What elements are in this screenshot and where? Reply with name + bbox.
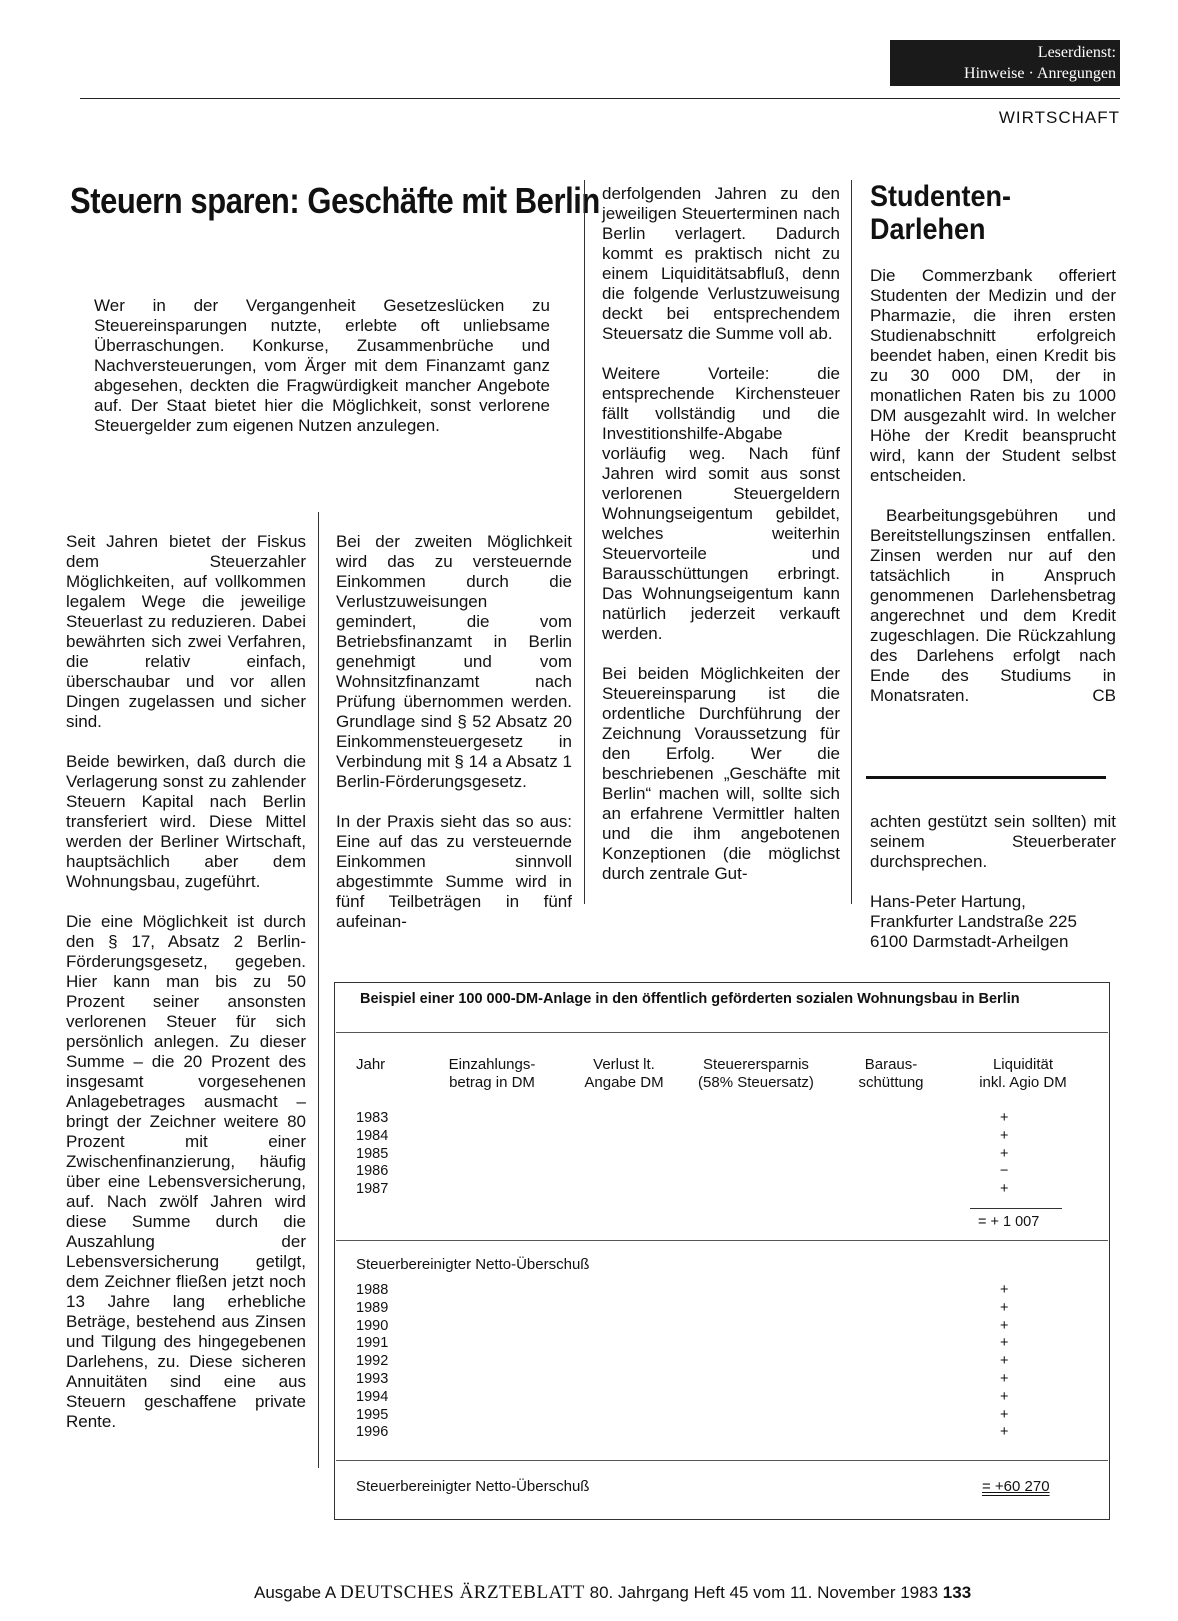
sidebar-paragraph-text: Bearbeitungsgebühren und Bereitstellungszinsen entfallen. Zinsen werden nur auf den tatsächlich in Anspruch genommenen Darlehensbetrag angerechnet und dem Kredit zugeschlagen. Die Rückzahlung des Darlehens erfolgt nach Ende des Studiums in Monatsraten.: [870, 506, 1116, 705]
table-cell: 1984: [356, 1127, 389, 1144]
table-cell: +: [1000, 1388, 1009, 1405]
table-cell: +: [1000, 1181, 1009, 1198]
paragraph: Bei beiden Möglichkeiten der Steuereinsparung ist die ordentliche Durchführung der Zeichnung Voraussetzung für den Erfolg. Wer die beschriebenen „Geschäfte mit Berlin“ machen will, sollte sich an erfahrene Vermittler halten und die ihm angebotenen Konzeptionen (die möglichst durch zentrale Gut-: [602, 664, 840, 883]
table-header-einzahlung: [432, 1056, 552, 1092]
table-cell: 1989: [356, 1299, 389, 1316]
table-section-label: Steuerbereinigter Netto-Überschuß: [356, 1256, 590, 1273]
table-cell: 1995: [356, 1406, 389, 1423]
column-divider-3: [851, 180, 852, 904]
header-line: inkl. Agio DM: [979, 1074, 1067, 1091]
table-total-separator: [336, 1460, 1108, 1461]
header-line: schüttung: [858, 1074, 924, 1091]
paragraph: Seit Jahren bietet der Fiskus dem Steuerzahler Möglichkeiten, auf vollkommen legalem Wege die jeweilige Steuerlast zu reduzieren. Dabei bewährten sich zwei Verfahren, die relativ einfach, überschaubar und vor allen Dingen zugelassen und sicher sind.: [66, 532, 306, 731]
footer-magazine: DEUTSCHES ÄRZTEBLATT: [340, 1582, 585, 1603]
column-divider-2: [584, 180, 585, 904]
sidebar-paragraph: [870, 506, 1116, 706]
table-header-jahr: [356, 1056, 385, 1074]
table-cell: 1993: [356, 1371, 389, 1387]
badge-line-2: Hinweise · Anregungen: [964, 65, 1116, 82]
article-title: Steuern sparen: Geschäfte mit Berlin: [70, 180, 600, 221]
header-rule: [80, 98, 1120, 99]
badge-line-1: Leserdienst:: [1037, 44, 1116, 61]
table-cell: 1985: [356, 1145, 389, 1162]
table-cell: +: [1000, 1127, 1009, 1144]
author-street: Frankfurter Landstraße 225: [870, 912, 1077, 931]
table-cell: +: [1000, 1282, 1009, 1298]
table-header-separator: [336, 1032, 1108, 1033]
table-header-steuerersparnis: [686, 1056, 826, 1092]
paragraph: achten gestützt sein sollten) mit seinem Steuerberater durchsprechen.: [870, 812, 1116, 871]
table-cell: 1992: [356, 1353, 389, 1370]
table-cell: 1996: [356, 1424, 389, 1441]
header-line: Einzahlungs-: [448, 1056, 536, 1073]
table-cell: 1991: [356, 1335, 389, 1352]
table-total-value: = +60 270: [982, 1478, 1050, 1495]
footer-edition: Ausgabe A: [254, 1583, 336, 1602]
paragraph: Bei der zweiten Möglichkeit wird das zu versteuernde Einkommen durch die Verlustzuweisungen gemindert, die vom Betriebsfinanzamt in Berlin genehmigt und vom Wohnsitzfinanzamt nach Prüfung übernommen werden. Grundlage sind § 52 Absatz 20 Einkommensteuergesetz in Verbindung mit § 14 a Absatz 1 Berlin-Förderungsgesetz.: [336, 532, 572, 791]
subtotal-rule: [970, 1208, 1062, 1209]
header-line: Steuerersparnis: [703, 1056, 809, 1073]
header-line: Liquidität: [992, 1056, 1054, 1073]
table-cell: 1990: [356, 1317, 389, 1334]
table-cell: +: [1000, 1353, 1009, 1370]
table-subtotal: = + 1 007: [978, 1214, 1040, 1230]
table-cell: +: [1000, 1145, 1009, 1162]
sidebar-end-rule: [866, 776, 1106, 779]
header-line: Verlust lt.: [593, 1056, 655, 1073]
table-header-barausschuettung: [846, 1056, 936, 1092]
table-cell: +: [1000, 1371, 1009, 1387]
footer-page-number: 133: [942, 1583, 972, 1602]
table-cell: +: [1000, 1335, 1009, 1352]
sidebar-title-line-2: Darlehen: [870, 213, 986, 246]
table-header-verlust: [574, 1056, 674, 1092]
sidebar-title: [870, 180, 1011, 246]
article-column-2: [336, 532, 572, 952]
paragraph: Weitere Vorteile: die entsprechende Kirchensteuer fällt vollständig und die Investitionshilfe-Abgabe vorläufig weg. Nach fünf Jahren wird somit aus sonst verlorenen Steuergeldern Wohnungseigentum gebildet, welches weiterhin Steuervorteile und Barausschüttungen erbringt. Das Wohnungseigentum kann natürlich jederzeit verkauft werden.: [602, 364, 840, 643]
table-section-separator: [336, 1240, 1108, 1241]
table-cell: +: [1000, 1110, 1009, 1126]
article-column-1: [66, 532, 306, 1452]
sidebar-body: [870, 266, 1116, 706]
table-cell: −: [1000, 1163, 1009, 1180]
article-column-3: [602, 184, 840, 904]
table-cell: +: [1000, 1299, 1009, 1316]
section-badge: [890, 40, 1120, 86]
table-header-liquiditaet: [958, 1056, 1088, 1092]
section-label: WIRTSCHAFT: [998, 108, 1120, 127]
table-title: Beispiel einer 100 000-DM-Anlage in den öffentlich geförderten sozialen Wohnungsbau in Berlin: [360, 991, 1020, 1007]
table-cell: 1987: [356, 1181, 389, 1198]
sidebar-signature: CB: [1092, 686, 1116, 705]
header-line: (58% Steuersatz): [698, 1074, 814, 1091]
table-total-label: Steuerbereinigter Netto-Überschuß: [356, 1478, 590, 1495]
author-name: Hans-Peter Hartung,: [870, 892, 1026, 911]
sidebar-paragraph: Die Commerzbank offeriert Studenten der Medizin und der Pharmazie, die ihren ersten Studienabschnitt erfolgreich beendet haben, einen Kredit bis zu 30 000 DM, der in monatlichen Raten bis zu 1000 DM ausgezahlt wird. In welcher Höhe der Kredit beansprucht wird, kann der Student selbst entscheiden.: [870, 266, 1116, 485]
table-cell: +: [1000, 1317, 1009, 1334]
paragraph: derfolgenden Jahren zu den jeweiligen Steuerterminen nach Berlin verlagert. Dadurch kommt es praktisch nicht zu einem Liquiditätsabfluß, denn die folgende Verlustzuweisung deckt bei entsprechendem Steuersatz die Summe voll ab.: [602, 184, 840, 343]
table-cell: 1988: [356, 1282, 389, 1298]
article-column-4: [870, 812, 1116, 952]
paragraph: Die eine Möglichkeit ist durch den § 17, Absatz 2 Berlin-Förderungsgesetz, gegeben. Hier kann man bis zu 50 Prozent seiner ansonsten verlorenen Steuer für sich persönlich anlegen. Zu dieser Summe – die 20 Prozent des insgesamt vorgesehenen Anlagebetrages ausmacht – bringt der Zeichner weitere 80 Prozent mit einer Zwischenfinanzierung, häufig über eine Lebensversicherung, auf. Nach zwölf Jahren wird diese Summe durch die Auszahlung der Lebensversicherung getilgt, dem Zeichner fließen jetzt noch 13 Jahre lang erhebliche Beträge, bestehend aus Zinsen und Tilgung des hingegebenen Darlehens, zu. Diese sicheren Annuitäten sind eine aus Steuern geschaffene private Rente.: [66, 912, 306, 1431]
header-line: Baraus-: [864, 1056, 918, 1073]
table-cell: 1983: [356, 1110, 389, 1126]
column-divider-1: [318, 512, 319, 1468]
header-line: Angabe DM: [584, 1074, 664, 1091]
footer-issue: 80. Jahrgang Heft 45 vom 11. November 1983: [589, 1583, 939, 1602]
header-line: betrag in DM: [449, 1074, 535, 1091]
paragraph: In der Praxis sieht das so aus: Eine auf das zu versteuernde Einkommen sinnvoll abgestimmte Summe wird in fünf Teilbeträgen in fünf aufeinan-: [336, 812, 572, 931]
paragraph: Beide bewirken, daß durch die Verlagerung sonst zu zahlender Steuern Kapital nach Berlin transferiert wird. Diese Mittel werden der Berliner Wirtschaft, hauptsächlich aber dem Wohnungsbau, zugeführt.: [66, 752, 306, 891]
article-intro: Wer in der Vergangenheit Gesetzeslücken zu Steuereinsparungen nutzte, erlebte oft unliebsame Überraschungen. Konkurse, Zusammenbrüche und Nachversteuerungen, vom Ärger mit dem Finanzamt ganz abgesehen, deckten die Fragwürdigkeit mancher Angebote auf. Der Staat bietet hier die Möglichkeit, sonst verlorene Steuergelder zum eigenen Nutzen anzulegen.: [94, 296, 550, 435]
author-city: 6100 Darmstadt-Arheilgen: [870, 932, 1069, 951]
table-cell: 1986: [356, 1163, 389, 1180]
table-cell: 1994: [356, 1388, 389, 1405]
sidebar-title-line-1: Studenten-: [870, 180, 1011, 213]
header-line: Jahr: [356, 1056, 386, 1073]
table-cell: +: [1000, 1424, 1009, 1441]
table-cell: +: [1000, 1406, 1009, 1423]
page-footer: [254, 1582, 971, 1604]
